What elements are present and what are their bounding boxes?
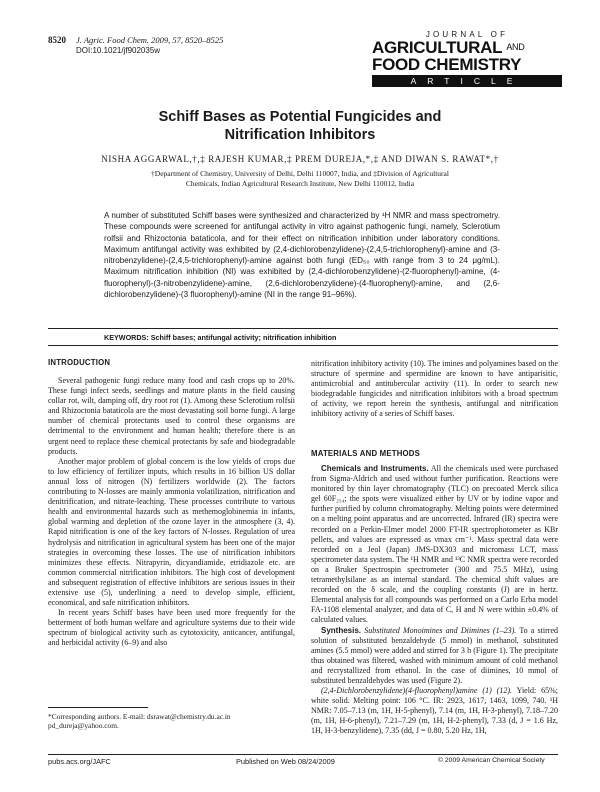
synthesis-runin: Synthesis. bbox=[321, 625, 362, 635]
article-title bbox=[0, 108, 600, 144]
footnote-rule bbox=[48, 707, 148, 708]
intro-paragraph-1: Several pathogenic fungi reduce many food and cash crops up to 20%. These fungi infect seeds, seedlings and mature plants in the field causing collar rot, wilt, damping off, dry root rot (1). Among these Sclerotium rolfsii and Rhizoctonia bataticola are the most devastating soil borne fungi. A large number of chemical protectants used to control these organisms are detrimental to the environment and human health; therefore there is an urgent need to replace these chemical protectants by safe and biodegradable products. bbox=[48, 376, 295, 456]
footer-publish-date: Published on Web 08/24/2009 bbox=[236, 757, 335, 766]
chemicals-paragraph bbox=[311, 464, 558, 626]
intro-paragraph-3: In recent years Schiff bases have been used more frequently for the betterment of both human welfare and agriculture systems due to their wide spectrum of biological activity such as cytotoxicity, anticancer, antifungal, and herbicidal activity (6–9) and also bbox=[48, 608, 295, 648]
footer-rule bbox=[48, 754, 558, 755]
synthesis-paragraph bbox=[311, 626, 558, 687]
intro-paragraph-2: Another major problem of global concern is the low yields of crops due to low efficiency of fertilizer inputs, which results in 16 billion US dollar annual loss of nitrogen (N) fertilizers worldwide (2). The factors contributing to N-losses are mainly ammonia volatilization, nitrification and denitrification, and nitrate-leaching. These processes contribute to various health and environmental hazards such as methemoglobinemia in infants, global warming and depletion of the ozone layer in the atmosphere (3, 4). Rapid nitrification is one of the key factors of N-losses. Regulation of urea hydrolysis and nitrification in agricultural system has been one of the major strategies in overcoming these losses. The use of nitrification inhibitors minimizes these effects. Nitrapyrin, dicyandiamide, etridiazole etc. are common commercial nitrification inhibitors. The high cost of development and subsequent registration of effective inhibitors are serious issues in their extensive use (5), underlining a need to develop simple, efficient, economical, and safe nitrification inhibitors. bbox=[48, 456, 295, 608]
page-number: 8520 bbox=[48, 35, 66, 45]
doi: DOI:10.1021/jf902035w bbox=[76, 46, 161, 55]
title-line-2: Nitrification Inhibitors bbox=[224, 127, 376, 143]
footnote: *Corresponding authors. E-mail: dsrawat@chemistry.du.ac.in pd_dureja@yahoo.com. bbox=[48, 712, 231, 731]
compound-data: Yield: 65%; white solid. Melting point: 106 °C. IR: 2923, 1617, 1463, 1099, 740. ¹H NMR: 7.05–7.13 (m, 1H, H-5-phenyl), 7.14 (m, 1H, H-3-phenyl), 7.18–7.20 (m, 1H, H-6-phenyl), 7.21–7.29 (m, 1H, H-2-phenyl), 7.33 (d, J = 1.6 Hz, 1H, H-3-benzylidene), 7.35 (dd, J = 0.80, 5.20 Hz, 1H, bbox=[311, 686, 558, 736]
affiliation-line-1: †Department of Chemistry, University of Delhi, Delhi 110007, India, and ‡Division of Agricultural bbox=[151, 169, 449, 178]
footer-copyright: © 2009 American Chemical Society bbox=[438, 757, 545, 764]
chemicals-runin: Chemicals and Instruments. bbox=[321, 464, 429, 473]
compound-paragraph bbox=[311, 686, 558, 736]
chemicals-text: All the chemicals used were purchased from Sigma-Aldrich and used without further purification. Reactions were monitored by thin layer chromatography (TLC) on precoated Merck silica gel 60F₂₅₄; the spots were visualized either by UV or by iodine vapor and further purified by column chromatography. Melting points were determined on a melting point apparatus and are uncorrected. Infrared (IR) spectra were recorded on a Perkin-Elmer model 2000 FT-IR spectrophotometer as KBr pellets, and values are expressed as νmax cm⁻¹. Mass spectral data were recorded on a Jeol (Japan) JMS-DX303 and micromass LCT, mass spectrometer data system. The ¹H NMR and ¹³C NMR spectra were recorded on a Bruker Spectrospin spectrometer (300 and 75.5 MHz), using tetramethylsilane as an internal standard. The chemical shift values are recorded on the δ scale, and the coupling constants (J) are in hertz. Elemental analysis for all compounds was performed on a Carlo Erba model FA-1108 elemental analyzer, and data of C, H and N were within ±0.4% of calculated values. bbox=[311, 464, 558, 625]
keywords-rule-top bbox=[48, 328, 558, 329]
right-column-methods bbox=[311, 464, 558, 737]
journal-logo-line3: FOOD CHEMISTRY bbox=[372, 55, 522, 74]
keywords-rule-bottom bbox=[48, 345, 558, 346]
synthesis-text: To a stirred solution of substituted benzaldehyde (5 mmol) in methanol, substituted amines (5.5 mmol) were added and stirred for 3 h (Figure 1). The precipitate thus obtained was filtered, washed with minimum amount of cold methanol and recrystallized from ethanol. In the case of diimines, 10 mmol of substituted benzaldehydes was used (Figure 2). bbox=[311, 625, 558, 685]
materials-methods-heading: MATERIALS AND METHODS bbox=[311, 449, 421, 458]
synthesis-subhead: Substituted Monoimines and Diimines (1–23). bbox=[364, 625, 517, 635]
journal-logo-line2: AGRICULTURAL $^{AND}$ bbox=[372, 38, 525, 57]
journal-logo-article-bar: ARTICLE bbox=[372, 75, 562, 87]
citation: J. Agric. Food Chem. 2009, 57, 8520–8525 bbox=[76, 35, 224, 45]
keywords: KEYWORDS: Schiff bases; antifungal activity; nitrification inhibition bbox=[104, 333, 337, 342]
authors: NISHA AGGARWAL,†,‡ RAJESH KUMAR,‡ PREM DUREJA,*,‡ AND DIWAN S. RAWAT*,† bbox=[101, 154, 499, 164]
affiliations bbox=[0, 169, 600, 189]
intro-continued: nitrification inhibitory activity (10). The imines and polyamines based on the structure of spermine and spermidine are known to have antiparisitic, antimicrobial and antitubercular activity (11). In order to search new biodegradable fungicides and nitrification inhibitors with a broad spectrum of activity, we report herein the synthesis, antifungal and nitrification inhibitory activity of a series of Schiff bases. bbox=[311, 359, 558, 419]
abstract: A number of substituted Schiff bases were synthesized and characterized by ¹H NMR and mass spectrometry. These compounds were screened for antifungal activity in vitro against pathogenic fungi, namely, Sclerotium rolfsii and Rhizoctonia bataticola, and for their effect on nitrification inhibition under laboratory conditions. Maximum antifungal activity was exhibited by (2,4-dichlorobenzylidene)-(2,4,5-trichlorophenyl)-amine and (3-nitrobenzylidene)-(2,4,5-trichlorophenyl)-amine against both fungi (ED₅₀ with range from 3 to 24 μg/mL). Maximum nitrification inhibition (NI) was exhibited by (2,4-dichlorobenzylidene)-(2-fluorophenyl)-amine, (4-fluorophenyl)-(3-nitrobenzylidene)-amine, (2,6-dichlorobenzylidene)-(4-fluorophenyl)-amine, and (2,6-dichlorobenzylidene)-(3 fluorophenyl)-amine (NI in the range 91–96%). bbox=[104, 211, 500, 300]
journal-logo-line1: JOURNAL OF bbox=[425, 30, 509, 39]
left-column bbox=[48, 376, 295, 649]
title-line-1: Schiff Bases as Potential Fungicides and bbox=[158, 109, 442, 125]
compound-name: (2,4-Dichlorobenzylidene)(4-fluorophenyl)amine (1) (12). bbox=[321, 686, 512, 696]
right-column-top bbox=[311, 359, 558, 420]
journal-logo[interactable] bbox=[372, 30, 562, 98]
footer-url[interactable]: pubs.acs.org/JAFC bbox=[48, 757, 111, 766]
intro-heading: INTRODUCTION bbox=[48, 358, 111, 367]
affiliation-line-2: Chemicals, Indian Agricultural Research Institute, New Delhi 110012, India bbox=[185, 179, 415, 188]
